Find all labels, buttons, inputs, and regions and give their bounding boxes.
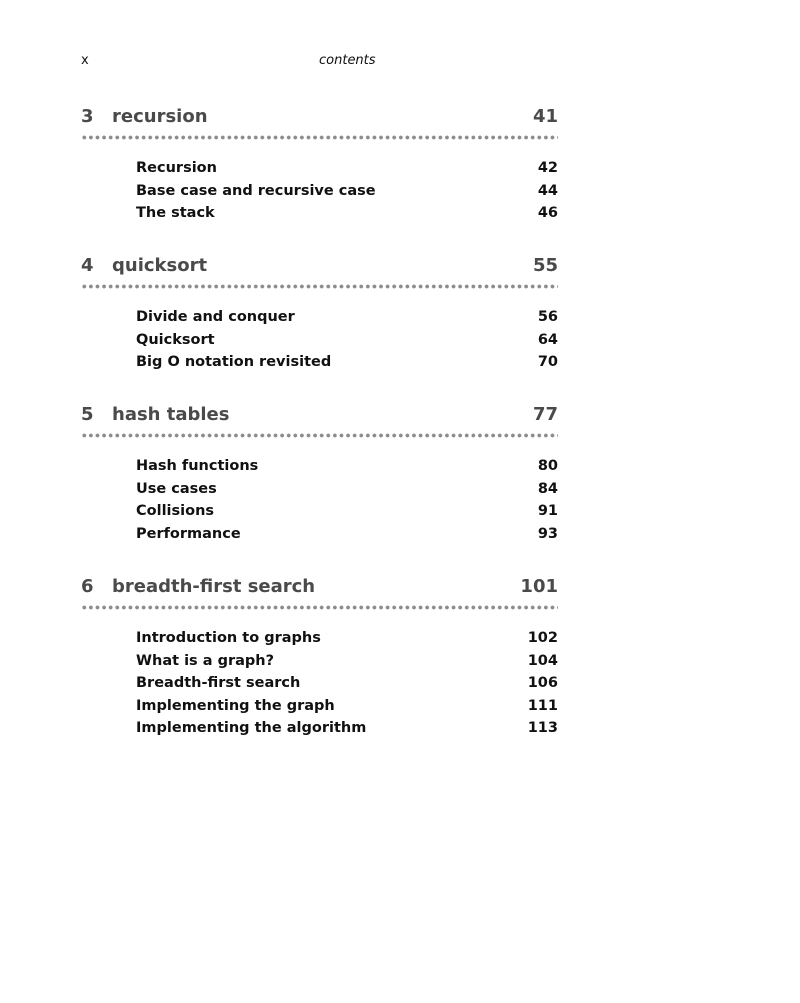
section-title: Quicksort xyxy=(136,331,215,348)
dotted-divider xyxy=(81,605,558,610)
chapter-title: hash tables xyxy=(112,404,230,425)
section-page-number: 93 xyxy=(537,525,558,542)
toc-entry[interactable] xyxy=(81,672,558,695)
chapter-page-number: 55 xyxy=(532,255,558,276)
section-page-number: 56 xyxy=(537,309,558,325)
section-list xyxy=(81,306,558,374)
section-title: Hash functions xyxy=(136,458,259,474)
toc-entry[interactable] xyxy=(81,650,558,673)
dotted-divider xyxy=(81,433,558,438)
toc-entry[interactable] xyxy=(81,202,558,225)
toc-entry[interactable] xyxy=(81,695,558,718)
dotted-divider xyxy=(81,284,558,289)
chapter-number: 6 xyxy=(81,576,94,597)
section-title: Performance xyxy=(136,525,241,542)
dotted-divider xyxy=(81,135,558,140)
section-title: Base case and recursive case xyxy=(136,182,376,199)
section-page-number: 102 xyxy=(527,630,558,646)
section-title: Introduction to graphs xyxy=(136,630,321,646)
section-page-number: 70 xyxy=(537,354,558,371)
chapter-3 xyxy=(81,106,558,225)
section-page-number: 64 xyxy=(537,331,558,348)
toc-entry[interactable] xyxy=(81,157,558,180)
section-page-number: 104 xyxy=(527,652,558,669)
section-page-number: 106 xyxy=(527,675,558,692)
section-page-number: 80 xyxy=(537,458,558,474)
chapter-heading[interactable] xyxy=(81,106,558,132)
toc-entry[interactable] xyxy=(81,306,558,329)
chapter-heading[interactable] xyxy=(81,404,558,430)
section-page-number: 111 xyxy=(527,697,558,714)
chapter-number: 5 xyxy=(81,404,94,425)
toc-entry[interactable] xyxy=(81,180,558,203)
chapter-title: breadth-first search xyxy=(112,576,316,597)
toc-entry[interactable] xyxy=(81,627,558,650)
section-title: Implementing the algorithm xyxy=(136,720,367,737)
chapter-6 xyxy=(81,576,558,740)
section-title: Recursion xyxy=(136,160,217,176)
toc-entry[interactable] xyxy=(81,455,558,478)
chapter-number: 4 xyxy=(81,255,94,276)
section-title: The stack xyxy=(136,205,215,222)
toc-entry[interactable] xyxy=(81,523,558,546)
chapter-title: quicksort xyxy=(112,255,208,276)
running-head: contents xyxy=(319,53,376,68)
section-title: What is a graph? xyxy=(136,652,274,669)
toc-entry[interactable] xyxy=(81,351,558,374)
chapter-page-number: 41 xyxy=(532,106,558,127)
chapter-5 xyxy=(81,404,558,545)
chapter-heading[interactable] xyxy=(81,255,558,281)
section-title: Breadth-first search xyxy=(136,675,301,692)
section-page-number: 84 xyxy=(537,480,558,497)
chapter-number: 3 xyxy=(81,106,94,127)
chapter-4 xyxy=(81,255,558,374)
chapter-page-number: 101 xyxy=(520,576,558,597)
chapter-title: recursion xyxy=(112,106,208,127)
section-title: Use cases xyxy=(136,480,217,497)
section-page-number: 44 xyxy=(537,182,558,199)
toc-entry[interactable] xyxy=(81,500,558,523)
page-number: x xyxy=(81,53,89,68)
section-page-number: 91 xyxy=(537,503,558,520)
section-title: Implementing the graph xyxy=(136,697,335,714)
section-list xyxy=(81,627,558,740)
toc-entry[interactable] xyxy=(81,329,558,352)
section-list xyxy=(81,455,558,545)
section-page-number: 113 xyxy=(527,720,558,737)
section-title: Collisions xyxy=(136,503,215,520)
chapter-page-number: 77 xyxy=(532,404,558,425)
section-title: Divide and conquer xyxy=(136,309,295,325)
section-page-number: 46 xyxy=(537,205,558,222)
section-page-number: 42 xyxy=(537,160,558,176)
toc-entry[interactable] xyxy=(81,478,558,501)
section-title: Big O notation revisited xyxy=(136,354,332,371)
chapter-heading[interactable] xyxy=(81,576,558,602)
toc-entry[interactable] xyxy=(81,717,558,740)
section-list xyxy=(81,157,558,225)
